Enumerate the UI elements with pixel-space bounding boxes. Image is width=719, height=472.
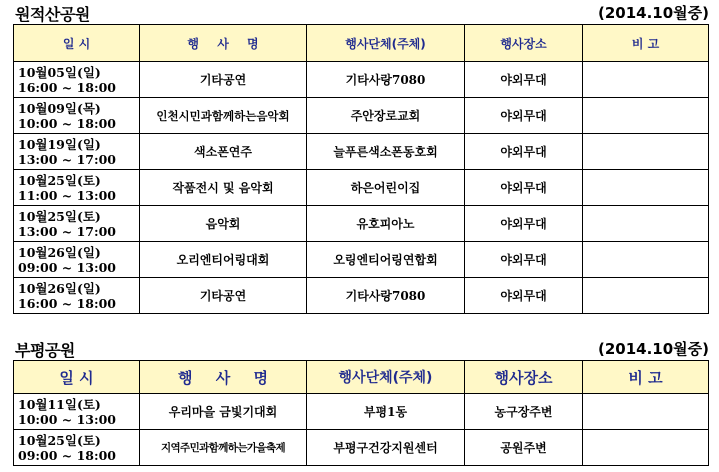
header-event: 행 사 명 bbox=[140, 25, 307, 62]
cell-event: 기타공연 bbox=[140, 278, 307, 314]
cell-organizer: 늘푸른색소폰동호회 bbox=[307, 134, 465, 170]
time-text: 11:00 ~ 13:00 bbox=[18, 187, 116, 203]
date-text: 10월19일(일) bbox=[18, 136, 101, 152]
section-header bbox=[0, 336, 719, 358]
header-datetime: 일 시 bbox=[14, 25, 140, 62]
cell-place: 공원주변 bbox=[465, 430, 583, 466]
cell-organizer: 유호피아노 bbox=[307, 206, 465, 242]
date-text: 10월25일(토) bbox=[18, 172, 101, 188]
time-text: 09:00 ~ 18:00 bbox=[18, 447, 116, 463]
time-text: 13:00 ~ 17:00 bbox=[18, 223, 116, 239]
date-text: 10월09일(목) bbox=[18, 100, 101, 116]
cell-organizer: 주안장로교회 bbox=[307, 98, 465, 134]
table-row bbox=[14, 394, 709, 430]
event-table bbox=[13, 24, 709, 314]
cell-organizer: 기타사랑7080 bbox=[307, 62, 465, 98]
section-period: (2014.10월중) bbox=[597, 4, 709, 22]
table-row bbox=[14, 242, 709, 278]
header-event: 행 사 명 bbox=[140, 361, 307, 394]
cell-organizer: 부평1동 bbox=[307, 394, 465, 430]
header-note: 비 고 bbox=[583, 25, 709, 62]
time-text: 16:00 ~ 18:00 bbox=[18, 79, 116, 95]
cell-datetime bbox=[14, 62, 140, 98]
date-text: 10월26일(일) bbox=[18, 280, 101, 296]
time-text: 13:00 ~ 17:00 bbox=[18, 151, 116, 167]
cell-note bbox=[583, 430, 709, 466]
cell-datetime bbox=[14, 394, 140, 430]
cell-datetime bbox=[14, 170, 140, 206]
table-header-row bbox=[14, 361, 709, 394]
date-text: 10월25일(토) bbox=[18, 208, 101, 224]
section-header bbox=[0, 0, 719, 22]
table-row bbox=[14, 430, 709, 466]
date-text: 10월25일(토) bbox=[18, 432, 101, 448]
header-note: 비 고 bbox=[583, 361, 709, 394]
cell-place: 야외무대 bbox=[465, 170, 583, 206]
cell-note bbox=[583, 134, 709, 170]
cell-place: 야외무대 bbox=[465, 278, 583, 314]
cell-event: 인천시민과함께하는음악회 bbox=[140, 98, 307, 134]
table-row bbox=[14, 278, 709, 314]
time-text: 09:00 ~ 13:00 bbox=[18, 259, 116, 275]
section-title: 원적산공원 bbox=[15, 5, 90, 24]
time-text: 16:00 ~ 18:00 bbox=[18, 295, 116, 311]
cell-event: 우리마을 금빛기대회 bbox=[140, 394, 307, 430]
cell-place: 야외무대 bbox=[465, 206, 583, 242]
table-row bbox=[14, 170, 709, 206]
section-period: (2014.10월중) bbox=[597, 340, 709, 358]
cell-note bbox=[583, 242, 709, 278]
cell-note bbox=[583, 170, 709, 206]
cell-event: 작품전시 및 음악회 bbox=[140, 170, 307, 206]
date-text: 10월11일(토) bbox=[18, 396, 101, 412]
cell-note bbox=[583, 206, 709, 242]
cell-organizer: 기타사랑7080 bbox=[307, 278, 465, 314]
table-row bbox=[14, 62, 709, 98]
cell-datetime bbox=[14, 98, 140, 134]
cell-event: 색소폰연주 bbox=[140, 134, 307, 170]
cell-event: 오리엔티어링대회 bbox=[140, 242, 307, 278]
cell-datetime bbox=[14, 134, 140, 170]
cell-datetime bbox=[14, 206, 140, 242]
cell-place: 야외무대 bbox=[465, 242, 583, 278]
cell-event: 기타공연 bbox=[140, 62, 307, 98]
cell-place: 농구장주변 bbox=[465, 394, 583, 430]
date-text: 10월05일(일) bbox=[18, 64, 101, 80]
cell-place: 야외무대 bbox=[465, 62, 583, 98]
event-table bbox=[13, 360, 709, 466]
cell-note bbox=[583, 98, 709, 134]
cell-organizer: 하은어린이집 bbox=[307, 170, 465, 206]
cell-datetime bbox=[14, 242, 140, 278]
cell-datetime bbox=[14, 430, 140, 466]
section-bupyeong bbox=[0, 336, 719, 463]
date-text: 10월26일(일) bbox=[18, 244, 101, 260]
cell-datetime bbox=[14, 278, 140, 314]
cell-organizer: 오링엔티어링연합회 bbox=[307, 242, 465, 278]
section-title: 부평공원 bbox=[15, 341, 75, 360]
cell-organizer: 부평구건강지원센터 bbox=[307, 430, 465, 466]
table-row bbox=[14, 134, 709, 170]
time-text: 10:00 ~ 13:00 bbox=[18, 411, 116, 427]
table-row bbox=[14, 206, 709, 242]
cell-note bbox=[583, 62, 709, 98]
cell-event: 음악회 bbox=[140, 206, 307, 242]
header-place: 행사장소 bbox=[465, 361, 583, 394]
cell-note bbox=[583, 394, 709, 430]
cell-note bbox=[583, 278, 709, 314]
cell-event: 지역주민과함께하는가을축제 bbox=[140, 430, 307, 466]
header-place: 행사장소 bbox=[465, 25, 583, 62]
header-organizer: 행사단체(주체) bbox=[307, 25, 465, 62]
time-text: 10:00 ~ 18:00 bbox=[18, 115, 116, 131]
cell-place: 야외무대 bbox=[465, 134, 583, 170]
header-datetime: 일 시 bbox=[14, 361, 140, 394]
header-organizer: 행사단체(주체) bbox=[307, 361, 465, 394]
table-row bbox=[14, 98, 709, 134]
cell-place: 야외무대 bbox=[465, 98, 583, 134]
table-header-row bbox=[14, 25, 709, 62]
